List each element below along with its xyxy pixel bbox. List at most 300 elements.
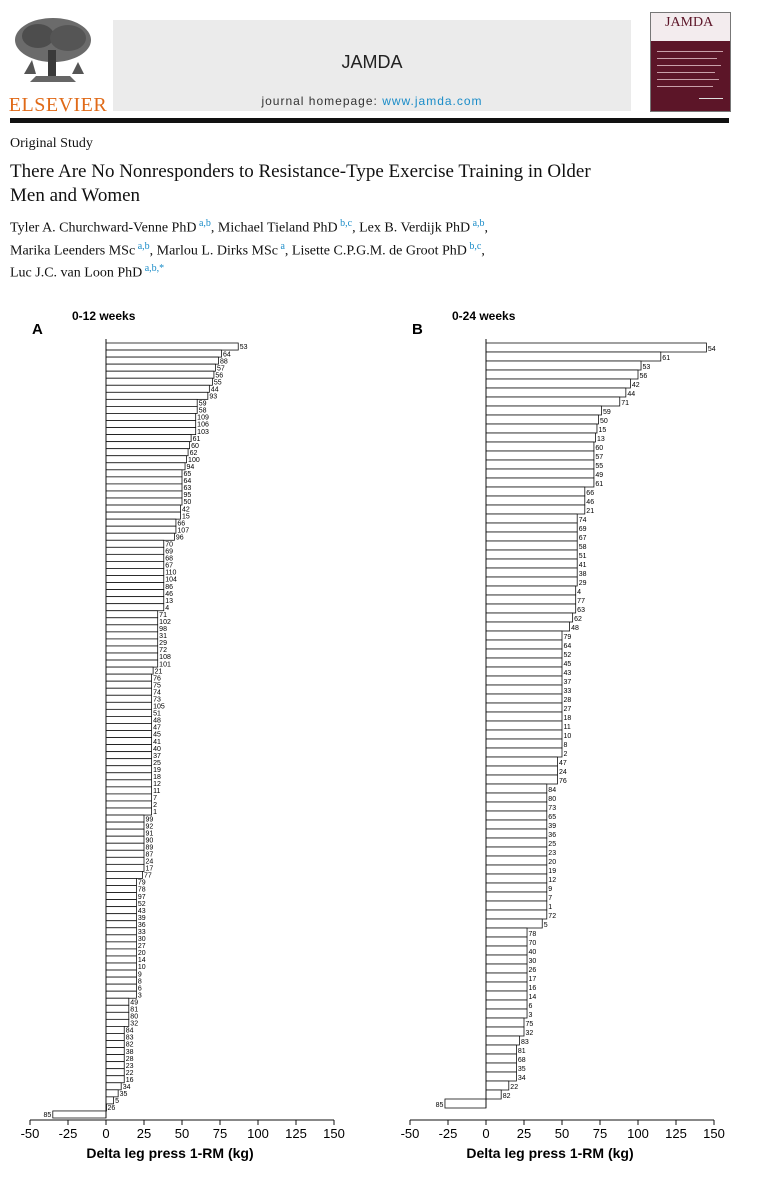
author-line — [10, 238, 710, 261]
bar — [106, 780, 152, 787]
cover-text-line — [657, 65, 721, 66]
bar — [106, 759, 152, 766]
author-affiliation[interactable]: a,b — [470, 218, 485, 229]
panel-title: 0-12 weeks — [72, 309, 136, 323]
bar-label: 85 — [43, 1112, 52, 1120]
bar-label: 64 — [183, 478, 192, 486]
bar-label: 50 — [599, 418, 608, 426]
bar — [486, 838, 547, 847]
bar-label: 80 — [130, 1013, 139, 1021]
bar-label: 100 — [188, 456, 200, 464]
bar — [486, 955, 527, 964]
bar — [106, 385, 209, 392]
bar-label: 38 — [578, 571, 587, 579]
bar-label: 76 — [153, 675, 161, 683]
bar — [486, 541, 577, 550]
bar — [486, 856, 547, 865]
bar — [486, 1009, 527, 1018]
bar — [486, 973, 527, 982]
bar-label: 40 — [153, 745, 161, 753]
bar — [106, 977, 136, 984]
bar — [106, 886, 136, 893]
bar — [486, 550, 577, 559]
bar — [106, 688, 152, 695]
bar-label: 45 — [563, 661, 572, 669]
bar — [486, 640, 562, 649]
bar-label: 71 — [621, 400, 630, 408]
bar-label: 77 — [577, 598, 585, 606]
bar — [106, 674, 152, 681]
bar — [486, 1081, 509, 1090]
author-separator: , — [284, 243, 292, 259]
bar — [106, 371, 214, 378]
bar — [106, 702, 152, 709]
bar — [486, 613, 573, 622]
bar-label: 19 — [153, 766, 161, 774]
bar-label: 39 — [137, 914, 146, 922]
bar-label: 30 — [137, 936, 146, 944]
author-affiliation[interactable]: b,c — [466, 240, 482, 252]
bar-label: 105 — [153, 703, 165, 711]
author-name[interactable]: Marika Leenders MSc — [10, 243, 136, 259]
x-tick-label: 125 — [285, 1126, 307, 1141]
bar-label: 29 — [159, 640, 167, 648]
bar — [486, 631, 562, 640]
bar — [106, 1033, 124, 1040]
bar — [106, 928, 136, 935]
bar-label: 76 — [558, 778, 567, 786]
bar — [486, 901, 547, 910]
bar-label: 41 — [578, 562, 587, 570]
bar-label: 3 — [137, 992, 142, 1000]
bar — [106, 1019, 129, 1026]
author-affiliation[interactable]: a — [277, 240, 285, 252]
bar — [106, 787, 152, 794]
bar-label: 59 — [198, 400, 207, 408]
bar — [486, 964, 527, 973]
bar — [53, 1111, 106, 1118]
bar-label: 91 — [145, 830, 154, 838]
cover-text-line — [657, 58, 717, 59]
bar-label: 104 — [165, 576, 177, 584]
bar-label: 10 — [563, 733, 572, 741]
bar — [486, 892, 547, 901]
bar — [106, 456, 187, 463]
bar — [106, 639, 158, 646]
bar — [106, 505, 180, 512]
bar-label: 1 — [548, 904, 553, 912]
bar-label: 27 — [563, 706, 572, 714]
bar-label: 21 — [154, 668, 163, 676]
bar-label: 33 — [563, 688, 572, 696]
author-name[interactable]: Lisette C.P.G.M. de Groot PhD — [291, 243, 467, 259]
bar — [106, 392, 208, 399]
author-affiliation[interactable]: a,b,* — [142, 263, 165, 275]
bar-label: 61 — [595, 481, 604, 489]
bar — [106, 625, 158, 632]
bar-label: 37 — [153, 752, 161, 760]
cover-text-line — [657, 51, 723, 52]
bar-label: 11 — [153, 788, 161, 796]
bar — [486, 712, 562, 721]
bar-label: 4 — [577, 589, 582, 597]
author-separator: , — [352, 220, 360, 236]
bar-label: 63 — [577, 607, 585, 615]
bar — [486, 685, 562, 694]
bar-label: 60 — [595, 445, 604, 453]
x-tick-label: 75 — [592, 1126, 608, 1141]
bar-label: 42 — [631, 382, 640, 390]
bar-label: 66 — [586, 490, 595, 498]
bar — [106, 1069, 124, 1076]
bar-label: 46 — [165, 590, 174, 598]
bar-label: 20 — [137, 950, 146, 958]
bar-label: 90 — [145, 837, 154, 845]
journal-cover[interactable] — [650, 12, 731, 112]
author-name[interactable]: Tyler A. Churchward-Venne PhD — [10, 220, 197, 236]
bar — [106, 716, 152, 723]
bar — [486, 478, 594, 487]
bar — [486, 694, 562, 703]
bar — [486, 1072, 516, 1081]
panel-label: A — [32, 321, 43, 338]
bar — [486, 748, 562, 757]
bar-label: 68 — [517, 1057, 526, 1065]
bar-label: 99 — [145, 816, 154, 824]
author-affiliation[interactable]: b,c — [337, 218, 353, 229]
bar — [486, 370, 638, 379]
bar-label: 96 — [175, 534, 184, 542]
bar-label: 39 — [548, 823, 557, 831]
bar-label: 110 — [165, 569, 177, 577]
bar-label: 66 — [177, 520, 186, 528]
bar — [106, 914, 136, 921]
cover-text-line — [657, 79, 719, 80]
bar-label: 88 — [219, 358, 228, 366]
bar-label: 55 — [213, 379, 222, 387]
bar-label: 44 — [627, 391, 636, 399]
bar-label: 79 — [137, 879, 146, 887]
bar-label: 68 — [165, 555, 174, 563]
bar-label: 53 — [239, 344, 248, 352]
bar — [486, 757, 557, 766]
bar — [486, 793, 547, 802]
author-separator: , — [484, 220, 489, 236]
bar-label: 25 — [548, 841, 557, 849]
bar — [486, 424, 597, 433]
x-tick-label: 0 — [102, 1126, 110, 1141]
bar-label: 109 — [197, 414, 209, 422]
bar — [486, 604, 576, 613]
bar — [486, 1027, 524, 1036]
journal-header — [0, 0, 763, 122]
bar-label: 23 — [125, 1062, 134, 1070]
bar-label: 8 — [137, 978, 142, 986]
bar-label: 67 — [165, 562, 174, 570]
bar — [106, 1076, 124, 1083]
panel-title: 0-24 weeks — [452, 309, 516, 323]
bar — [106, 991, 136, 998]
author-name[interactable]: Luc J.C. van Loon PhD — [10, 265, 143, 281]
bar-label: 73 — [548, 805, 557, 813]
bar — [106, 731, 152, 738]
bar-label: 71 — [159, 611, 167, 619]
bar — [106, 540, 164, 547]
bar — [486, 883, 547, 892]
bar — [486, 586, 576, 595]
x-tick-label: 100 — [247, 1126, 269, 1141]
bar-label: 57 — [595, 454, 604, 462]
x-tick-label: 150 — [703, 1126, 725, 1141]
bar — [106, 956, 136, 963]
bar — [106, 399, 197, 406]
bar — [486, 1054, 516, 1063]
bar — [106, 463, 185, 470]
x-axis-label: Delta leg press 1-RM (kg) — [86, 1145, 254, 1161]
bar-label: 79 — [563, 634, 572, 642]
bar — [106, 773, 152, 780]
bar-label: 33 — [137, 929, 146, 937]
bar — [486, 577, 577, 586]
bar-label: 32 — [525, 1030, 534, 1038]
bar-label: 42 — [181, 506, 190, 514]
bar — [106, 935, 136, 942]
bar — [106, 357, 218, 364]
bar — [106, 526, 176, 533]
bar-label: 22 — [510, 1084, 519, 1092]
author-list — [10, 215, 710, 283]
bar — [106, 942, 136, 949]
bar-label: 12 — [153, 781, 161, 789]
author-name[interactable]: Marlou L. Dirks MSc — [156, 243, 278, 259]
x-tick-label: 25 — [136, 1126, 152, 1141]
bar-label: 40 — [528, 949, 537, 957]
bar — [486, 919, 542, 928]
bar — [106, 519, 176, 526]
bar-label: 61 — [192, 435, 201, 443]
bar — [486, 622, 570, 631]
bar-label: 49 — [595, 472, 604, 480]
bar-label: 15 — [598, 427, 607, 435]
bar-label: 15 — [181, 513, 190, 521]
cover-title: JAMDA — [665, 15, 714, 30]
bar-label: 25 — [153, 759, 161, 767]
bar-label: 6 — [137, 985, 142, 993]
bar — [486, 820, 547, 829]
bar — [106, 766, 152, 773]
bar-label: 60 — [191, 442, 199, 450]
bar — [486, 361, 641, 370]
bar-label: 102 — [159, 619, 171, 627]
bar-label: 64 — [563, 643, 572, 651]
bar — [486, 739, 562, 748]
bar-label: 94 — [186, 464, 195, 472]
bar-label: 95 — [183, 492, 192, 500]
cover-text-line — [657, 86, 713, 87]
bar — [106, 745, 152, 752]
bar-label: 86 — [165, 583, 174, 591]
bar — [106, 561, 164, 568]
bar — [106, 1097, 114, 1104]
bar-label: 8 — [563, 742, 568, 750]
bar — [106, 836, 144, 843]
bar-label: 63 — [183, 485, 192, 493]
bar-label: 108 — [159, 654, 171, 662]
bar-label: 34 — [122, 1084, 131, 1092]
bar — [486, 388, 626, 397]
bar-label: 70 — [165, 541, 174, 549]
bar — [106, 878, 136, 885]
bar — [106, 998, 129, 1005]
bar — [106, 921, 136, 928]
bar-label: 4 — [165, 604, 170, 612]
bar — [106, 738, 152, 745]
author-name[interactable]: Michael Tieland PhD — [217, 220, 338, 236]
bar-label: 82 — [125, 1041, 134, 1049]
bar — [486, 415, 598, 424]
bar-label: 30 — [528, 958, 537, 966]
bar — [106, 632, 158, 639]
bar-label: 83 — [125, 1034, 134, 1042]
bar-label: 12 — [548, 877, 557, 885]
bar — [486, 343, 706, 352]
bar-label: 80 — [548, 796, 557, 804]
bar-label: 69 — [165, 548, 174, 556]
header-rule — [10, 118, 729, 123]
bar — [106, 815, 144, 822]
cover-header — [651, 13, 730, 41]
cover-text-line — [657, 72, 715, 73]
bar — [106, 378, 212, 385]
author-line — [10, 260, 710, 283]
bar — [486, 703, 562, 712]
bar — [106, 498, 182, 505]
bar — [106, 829, 144, 836]
bar — [106, 857, 144, 864]
bar — [486, 505, 585, 514]
bar — [486, 496, 585, 505]
bar — [106, 435, 191, 442]
bar-label: 18 — [153, 774, 161, 782]
bar-label: 64 — [223, 351, 231, 359]
bar — [106, 681, 152, 688]
bar — [106, 533, 174, 540]
author-affiliation[interactable]: a,b — [196, 218, 211, 229]
bar-label: 36 — [548, 832, 557, 840]
bar-label: 81 — [517, 1048, 526, 1056]
homepage-label: journal homepage: — [261, 94, 378, 108]
bar — [486, 532, 577, 541]
bar — [106, 343, 238, 350]
bar-label: 84 — [548, 787, 557, 795]
bar-label: 93 — [209, 393, 218, 401]
bar-label: 41 — [153, 738, 161, 746]
author-separator: , — [149, 243, 157, 259]
bar-label: 49 — [130, 999, 139, 1007]
bar — [106, 949, 136, 956]
bar-label: 5 — [543, 922, 548, 930]
cover-logo-mark — [699, 98, 723, 99]
homepage-link[interactable]: www.jamda.com — [382, 94, 483, 108]
bar — [486, 1045, 516, 1054]
bar — [106, 660, 158, 667]
bar-label: 74 — [578, 517, 587, 525]
bar — [106, 406, 197, 413]
bar — [486, 982, 527, 991]
panel-label: B — [412, 321, 423, 338]
bar — [486, 991, 527, 1000]
bar-label: 53 — [642, 364, 651, 372]
bar-label: 20 — [548, 859, 557, 867]
bar — [106, 970, 136, 977]
bar-label: 75 — [153, 682, 161, 690]
bar — [106, 653, 158, 660]
bar-label: 81 — [130, 1006, 139, 1014]
bar-label: 72 — [159, 647, 167, 655]
x-tick-label: 125 — [665, 1126, 687, 1141]
bar — [106, 864, 144, 871]
bar — [486, 460, 594, 469]
bar — [106, 1048, 124, 1055]
bar-label: 18 — [563, 715, 572, 723]
bar — [486, 568, 577, 577]
bar-label: 10 — [137, 964, 146, 972]
bar — [106, 1026, 124, 1033]
bar — [486, 397, 620, 406]
bar-label: 38 — [125, 1048, 134, 1056]
bar — [106, 590, 164, 597]
bar-label: 34 — [517, 1075, 526, 1083]
x-tick-label: 50 — [554, 1126, 570, 1141]
x-tick-label: 25 — [516, 1126, 532, 1141]
author-affiliation[interactable]: a,b — [135, 240, 150, 252]
bar-label: 9 — [137, 971, 142, 979]
bar — [486, 487, 585, 496]
bar — [106, 477, 182, 484]
bar — [486, 595, 576, 604]
bar-label: 43 — [137, 907, 146, 915]
bar-label: 45 — [153, 731, 161, 739]
bar — [106, 871, 142, 878]
bar — [106, 428, 196, 435]
bar-label: 17 — [145, 865, 154, 873]
journal-homepage — [113, 94, 631, 108]
bar — [106, 491, 182, 498]
x-tick-label: -25 — [438, 1126, 458, 1141]
bar-label: 29 — [578, 580, 587, 588]
bar — [486, 829, 547, 838]
publisher-name: ELSEVIER — [8, 94, 108, 116]
bar — [106, 808, 152, 815]
bar-label: 87 — [145, 851, 154, 859]
x-tick-label: -25 — [58, 1126, 78, 1141]
bar — [106, 576, 164, 583]
bar — [106, 843, 144, 850]
bar — [486, 1036, 519, 1045]
bar-label: 106 — [197, 421, 209, 429]
bar-label: 13 — [596, 436, 605, 444]
author-name[interactable]: Lex B. Verdijk PhD — [359, 220, 471, 236]
bar-label: 73 — [153, 696, 161, 704]
bar — [486, 775, 557, 784]
bar-label: 84 — [125, 1027, 134, 1035]
bar-label: 82 — [502, 1093, 511, 1101]
bar-label: 85 — [435, 1102, 444, 1110]
bar-label: 7 — [548, 895, 553, 903]
bar — [445, 1099, 486, 1108]
bar — [106, 822, 144, 829]
bar-label: 26 — [107, 1105, 116, 1113]
